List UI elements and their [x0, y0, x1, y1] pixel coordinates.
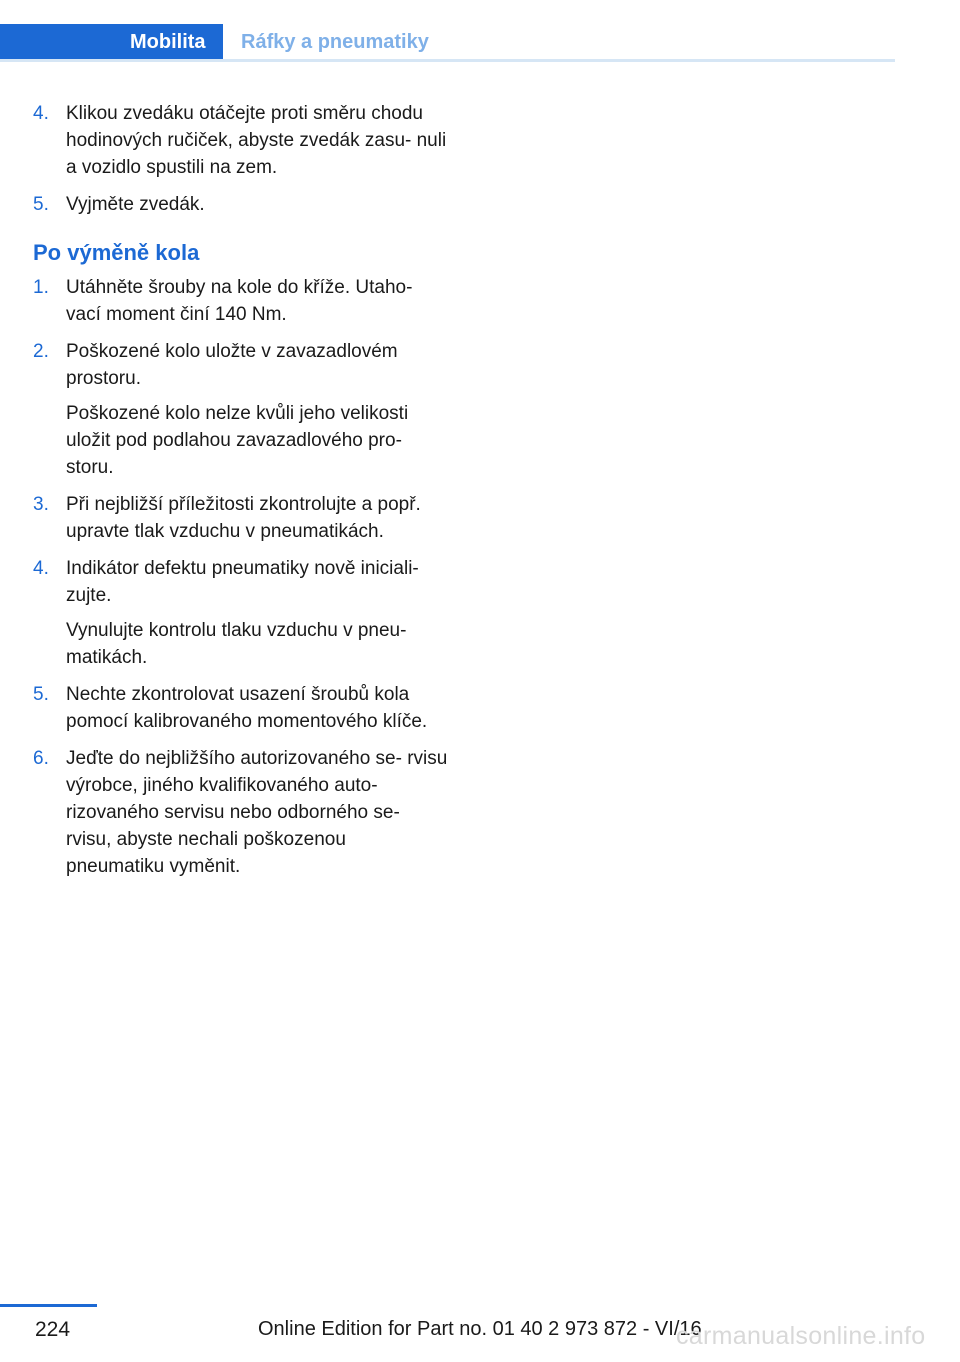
step-number: 4. [33, 558, 49, 579]
steps-list-main [33, 274, 448, 880]
list-item [33, 338, 448, 481]
footer-divider [0, 1304, 97, 1307]
edition-text: Online Edition for Part no. 01 40 2 973 872 - VI/16 [258, 1318, 702, 1340]
step-number: 2. [33, 341, 49, 362]
tab-mobilita-label: Mobilita [130, 31, 206, 53]
step-text: Nechte zkontrolovat usazení šroubů kola pomocí kalibrovaného momentového klíče. [66, 684, 428, 732]
list-item [33, 555, 448, 671]
step-number: 6. [33, 748, 49, 769]
page-number: 224 [35, 1318, 71, 1341]
step-text: Vynulujte kontrolu tlaku vzduchu v pneu‐ matikách. [66, 620, 407, 668]
header-divider [0, 59, 895, 62]
page-content [33, 100, 448, 890]
list-item [33, 100, 448, 181]
step-text: Indikátor defektu pneumatiky nově iniciali‐ zujte. [66, 558, 419, 606]
page-header [0, 24, 895, 62]
step-text: Vyjměte zvedák. [66, 194, 205, 215]
step-number: 1. [33, 277, 49, 298]
list-item [33, 191, 448, 218]
tab-mobilita [0, 24, 223, 62]
steps-list-top [33, 100, 448, 218]
step-text: Poškozené kolo nelze kvůli jeho velikosti uložit pod podlahou zavazadlového pro‐ storu. [66, 403, 409, 478]
step-text: Poškozené kolo uložte v zavazadlovém prostoru. [66, 341, 398, 389]
list-item [33, 681, 448, 735]
list-item [33, 745, 448, 880]
step-number: 3. [33, 494, 49, 515]
step-text: Utáhněte šrouby na kole do kříže. Utaho‐ vací moment činí 140 Nm. [66, 277, 413, 325]
section-title: Po výměně kola [33, 240, 200, 265]
step-text: Při nejbližší příležitosti zkontrolujte a popř. upravte tlak vzduchu v pneumatikách. [66, 494, 421, 542]
step-text: Jeďte do nejbližšího autorizovaného se‐ rvisu výrobce, jiného kvalifikovaného auto‐ rizovaného servisu nebo odborného se‐ rvisu, abyste nechali poškozenou pneumatiku vyměnit. [66, 748, 448, 877]
step-number: 5. [33, 684, 49, 705]
list-item [33, 274, 448, 328]
step-number: 4. [33, 103, 49, 124]
tab-rafky-label: Ráfky a pneumatiky [241, 31, 429, 53]
step-number: 5. [33, 194, 49, 215]
step-text: Klikou zvedáku otáčejte proti směru chodu hodinových ručiček, abyste zvedák zasu‐ nuli a vozidlo spustili na zem. [66, 103, 447, 178]
list-item [33, 491, 448, 545]
watermark: carmanualsonline.info [676, 1322, 926, 1350]
